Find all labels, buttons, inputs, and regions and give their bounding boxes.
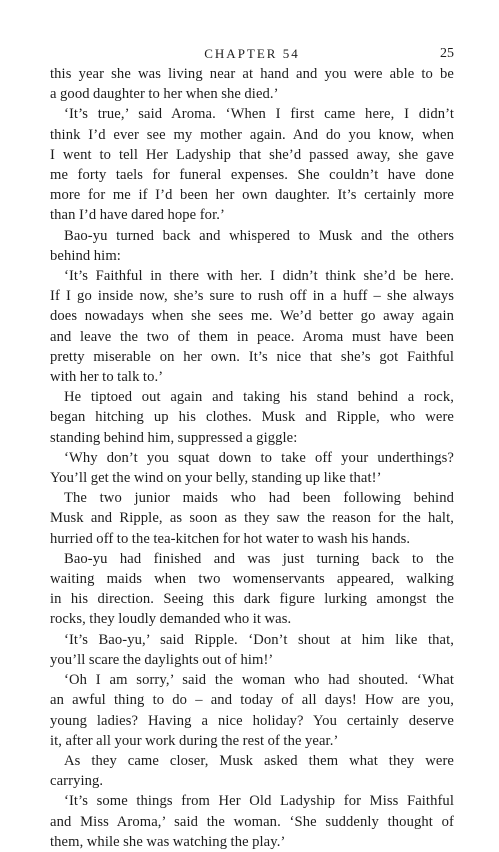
chapter-title: CHAPTER 54 — [204, 46, 300, 61]
text-line: ‘It’s true,’ said Aroma. ‘When I first came here, I didn’t — [64, 106, 454, 123]
text-line: you’ll scare the daylights out of him!’ — [50, 651, 274, 668]
text-line: them, while she was watching the play.’ — [50, 833, 286, 850]
text-line: Bao-yu turned back and whispered to Musk and the others — [64, 227, 454, 244]
paragraph — [50, 266, 454, 387]
text-line: I went to tell Her Ladyship that she’d passed away, she gave — [50, 146, 454, 163]
text-line: ‘It’s Faithful in there with her. I didn’t think she’d be here. — [64, 268, 454, 285]
paragraph — [50, 64, 454, 104]
text-line: with her to talk to.’ — [50, 369, 164, 386]
text-line: think I’d ever see my mother again. And do you know, when — [50, 126, 454, 143]
text-line: and Miss Aroma,’ said the woman. ‘She suddenly thought of — [50, 813, 454, 830]
text-line: a good daughter to her when she died.’ — [50, 86, 279, 103]
text-line: You’ll get the wind on your belly, standing up like that!’ — [50, 470, 382, 487]
text-line: behind him: — [50, 247, 121, 264]
text-line: carrying. — [50, 773, 104, 790]
paragraph — [50, 226, 454, 266]
text-line: ‘It’s Bao-yu,’ said Ripple. ‘Don’t shout at him like that, — [64, 631, 454, 648]
text-line: The two junior maids who had been following behind — [64, 490, 454, 507]
text-line: than I’d have dared hope for.’ — [50, 207, 225, 224]
text-line: He tiptoed out again and taking his stand behind a rock, — [64, 389, 454, 406]
text-line: If I go inside now, she’s sure to rush off in a huff – she always — [50, 288, 454, 305]
text-line: an awful thing to do – and today of all days! How are you, — [50, 692, 454, 709]
text-line: in his direction. Seeing this dark figure lurking amongst the — [50, 591, 454, 608]
paragraph — [50, 387, 454, 448]
text-line: young ladies? Having a nice holiday? You certainly deserve — [50, 712, 454, 729]
paragraph — [50, 751, 454, 791]
paragraph — [50, 448, 454, 488]
paragraph — [50, 630, 454, 670]
text-line: and leave the two of them in peace. Aroma must have been — [50, 328, 454, 345]
text-line: ‘It’s some things from Her Old Ladyship for Miss Faithful — [64, 793, 454, 810]
page-number: 25 — [440, 46, 454, 61]
text-line: standing behind him, suppressed a giggle: — [50, 429, 298, 446]
text-line: me forty taels for funeral expenses. She couldn’t have done — [50, 167, 454, 184]
text-line: more for me if I’d been her own daughter. It’s certainly more — [50, 187, 454, 204]
text-line: it, after all your work during the rest of the year.’ — [50, 732, 339, 749]
text-line: rocks, they loudly demanded who it was. — [50, 611, 292, 628]
text-line: began hitching up his clothes. Musk and Ripple, who were — [50, 409, 454, 426]
paragraph — [50, 791, 454, 852]
text-line: does nowadays when she sees me. We’d better go away again — [50, 308, 454, 325]
text-line: ‘Oh I am sorry,’ said the woman who had shouted. ‘What — [64, 672, 454, 689]
text-line: As they came closer, Musk asked them what they were — [64, 752, 454, 769]
text-line: Musk and Ripple, as soon as they saw the reason for the halt, — [50, 510, 454, 527]
running-head — [50, 44, 454, 64]
paragraph — [50, 104, 454, 225]
paragraph — [50, 670, 454, 751]
text-line: hurried off to the tea-kitchen for hot water to wash his hands. — [50, 530, 411, 547]
text-line: Bao-yu had finished and was just turning back to the — [64, 550, 454, 567]
body-text — [50, 64, 454, 852]
text-line: this year she was living near at hand and you were able to be — [50, 66, 454, 82]
text-line: waiting maids when two womenservants appeared, walking — [50, 571, 454, 588]
text-line: pretty miserable on her own. It’s nice that she’s got Faithful — [50, 348, 454, 365]
text-line: ‘Why don’t you squat down to take off your underthings? — [64, 449, 454, 466]
paragraph — [50, 549, 454, 630]
paragraph — [50, 488, 454, 549]
